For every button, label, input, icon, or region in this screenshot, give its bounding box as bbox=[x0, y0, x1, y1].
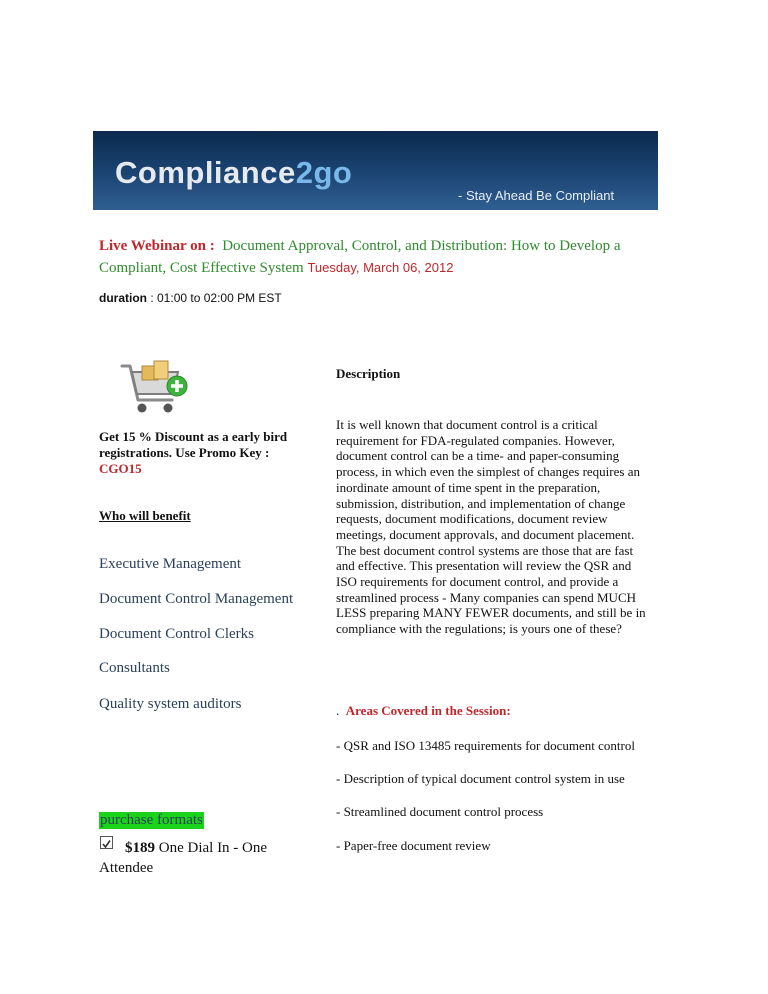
duration-label: duration bbox=[99, 291, 147, 305]
audience-item: Document Control Clerks bbox=[99, 626, 254, 642]
purchase-option-label: One Dial In - One Attendee bbox=[99, 840, 268, 876]
area-item: - Streamlined document control process bbox=[336, 804, 544, 819]
description-body: It is well known that document control is a critical requirement for FDA-regulated companies. However, document control can be a time- and paper-consuming process, in which even the simplest of changes requires an inordinate amount of time spent in the preparation, submission, distribution, and implementation of change requests, document modifications, document review meetings, document approvals, and document placement. The best document control systems are those that are fast and effective. This presentation will review the QSR and ISO requirements for document control, and provide a streamlined process - Many companies can spend MUCH LESS preparing MANY FEWER documents, and still be in compliance with the regulations; is yours one of these? bbox=[336, 417, 646, 637]
logo-accent: 2go bbox=[295, 155, 353, 190]
webinar-title bbox=[99, 235, 679, 279]
webinar-date: Tuesday, March 06, 2012 bbox=[307, 260, 454, 275]
areas-heading bbox=[336, 703, 511, 719]
area-item: - QSR and ISO 13485 requirements for document control bbox=[336, 738, 635, 753]
compliance2go-logo bbox=[115, 155, 352, 191]
audience-item: Executive Management bbox=[99, 556, 242, 572]
areas-prefix: . bbox=[336, 703, 340, 718]
duration bbox=[99, 291, 282, 305]
description-heading: Description bbox=[336, 366, 401, 381]
audience-item: Consultants bbox=[99, 660, 170, 676]
purchase-formats-heading: purchase formats bbox=[100, 812, 203, 828]
duration-value: : 01:00 to 02:00 PM EST bbox=[150, 291, 282, 305]
compliance2go-banner bbox=[93, 131, 658, 210]
area-item: - Paper-free document review bbox=[336, 838, 491, 853]
who-will-benefit-heading: Who will benefit bbox=[99, 508, 191, 523]
areas-heading-text: Areas Covered in the Session: bbox=[345, 703, 511, 718]
add-to-cart-icon[interactable] bbox=[120, 358, 190, 418]
price: $189 bbox=[125, 840, 155, 856]
banner-tagline: - Stay Ahead Be Compliant bbox=[458, 188, 615, 203]
webinar-label: Live Webinar on : bbox=[99, 238, 215, 254]
audience-item: Document Control Management bbox=[99, 591, 294, 607]
promo-code: CGO15 bbox=[99, 461, 142, 476]
promo-text bbox=[99, 429, 314, 477]
promo-description: Get 15 % Discount as a early bird registrations. Use Promo Key : bbox=[99, 429, 288, 460]
webinar-topic: Document Approval, Control, and Distribution: How to Develop a Compliant, Cost Effective System bbox=[99, 238, 621, 276]
logo-text: Compliance bbox=[115, 155, 296, 190]
area-item: - Description of typical document control system in use bbox=[336, 771, 625, 786]
audience-item: Quality system auditors bbox=[99, 696, 242, 712]
purchase-option bbox=[99, 838, 299, 878]
